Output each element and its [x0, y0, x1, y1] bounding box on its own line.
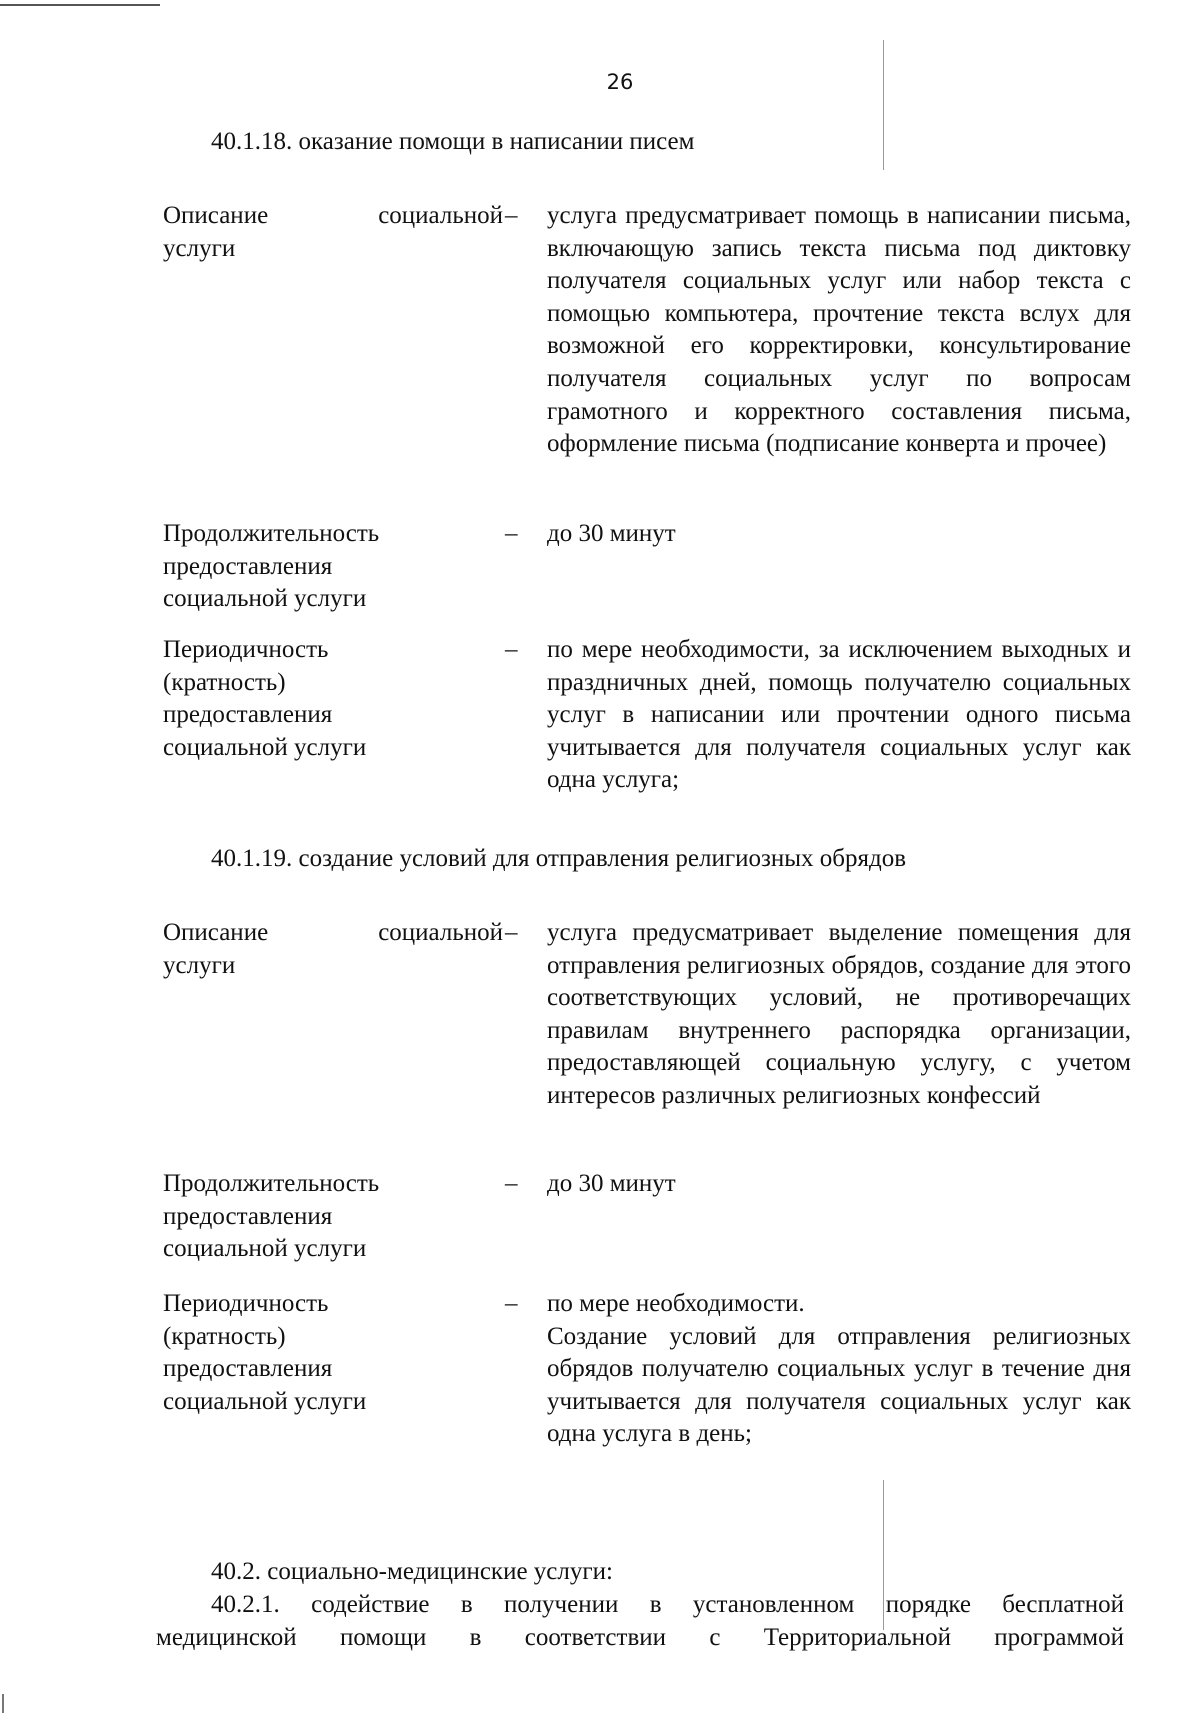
item-duration-40-1-19 — [163, 1168, 1131, 1263]
item-label — [163, 634, 503, 764]
label-line: (кратность) — [163, 1322, 286, 1350]
label-line: услуги — [163, 951, 236, 979]
dash-separator: – — [505, 1290, 518, 1317]
label-word: социальной — [378, 202, 503, 229]
label-line: предоставления — [163, 701, 333, 729]
paragraph-line: 40.2.1. содействие в получении в установленном порядке бесплатной — [211, 1591, 1124, 1618]
page-number: 26 — [606, 70, 634, 94]
item-label — [163, 1168, 503, 1266]
item-value: до 30 минут — [547, 520, 676, 547]
label-line: Периодичность — [163, 1290, 329, 1317]
label-line: Продолжительность — [163, 520, 380, 547]
label-line: социальной услуги — [163, 1387, 367, 1415]
paragraph-40-2-1 — [156, 1589, 1124, 1654]
label-line: предоставления — [163, 552, 333, 580]
item-label — [163, 917, 503, 982]
item-frequency-40-1-19 — [163, 1288, 1131, 1451]
item-label — [163, 200, 503, 265]
dash-separator: – — [505, 636, 518, 663]
item-description-40-1-18 — [163, 200, 1131, 461]
label-line: социальной услуги — [163, 1235, 367, 1263]
label-word: Описание — [163, 919, 269, 946]
dash-separator: – — [505, 919, 518, 946]
label-word: Описание — [163, 202, 269, 229]
label-word: социальной — [378, 919, 503, 946]
item-label — [163, 1288, 503, 1418]
paragraph-line: медицинской помощи в соответствии с Территориальной программой — [156, 1623, 1124, 1651]
label-line: предоставления — [163, 1355, 333, 1383]
scan-edge-line-top — [0, 4, 160, 6]
value-line: по мере необходимости. — [547, 1290, 805, 1317]
label-line: Продолжительность — [163, 1170, 380, 1197]
dash-separator: – — [505, 1170, 518, 1197]
item-value: до 30 минут — [547, 1170, 676, 1197]
item-value: услуга предусматривает помощь в написании письма, включающую запись текста письма под диктовку получателя социальных услуг или набор текста с помощью компьютера, прочтение текста вслух для возможной его корректировки, консультирование получателя социальных услуг по вопросам грамотного и корректного составления письма, оформление письма (подписание конверта и прочее) — [547, 202, 1131, 458]
item-value: по мере необходимости, за исключением выходных и праздничных дней, помощь получателю социальных услуг в написании или прочтении одного письма учитывается для получателя социальных услуг как одна услуга; — [547, 636, 1131, 794]
section-heading-40-1-19: 40.1.19. создание условий для отправления религиозных обрядов — [211, 845, 907, 872]
item-value — [547, 1288, 1131, 1451]
section-heading-40-2: 40.2. социально-медицинские услуги: — [211, 1558, 613, 1585]
value-paragraph: Создание условий для отправления религиозных обрядов получателю социальных услуг в течение дня учитывается для получателя социальных услуг как одна услуга в день; — [547, 1322, 1131, 1448]
section-heading-40-1-18: 40.1.18. оказание помощи в написании писем — [211, 128, 695, 155]
item-frequency-40-1-18 — [163, 634, 1131, 797]
item-value: услуга предусматривает выделение помещения для отправления религиозных обрядов, создание для этого соответствующих условий, не противоречащих правилам внутреннего распорядка организации, предоставляющей социальную услугу, с учетом интересов различных религиозных конфессий — [547, 919, 1131, 1109]
item-duration-40-1-18 — [163, 518, 1131, 613]
item-description-40-1-19 — [163, 917, 1131, 1113]
label-line: социальной услуги — [163, 733, 367, 761]
dash-separator: – — [505, 202, 518, 229]
label-line: услуги — [163, 234, 236, 262]
label-line: социальной услуги — [163, 585, 367, 613]
label-line: предоставления — [163, 1202, 333, 1230]
scan-edge-line-left — [2, 1694, 4, 1713]
item-label — [163, 518, 503, 616]
fold-line-upper — [883, 40, 884, 170]
label-line: (кратность) — [163, 668, 286, 696]
label-line: Периодичность — [163, 636, 329, 663]
dash-separator: – — [505, 520, 518, 547]
